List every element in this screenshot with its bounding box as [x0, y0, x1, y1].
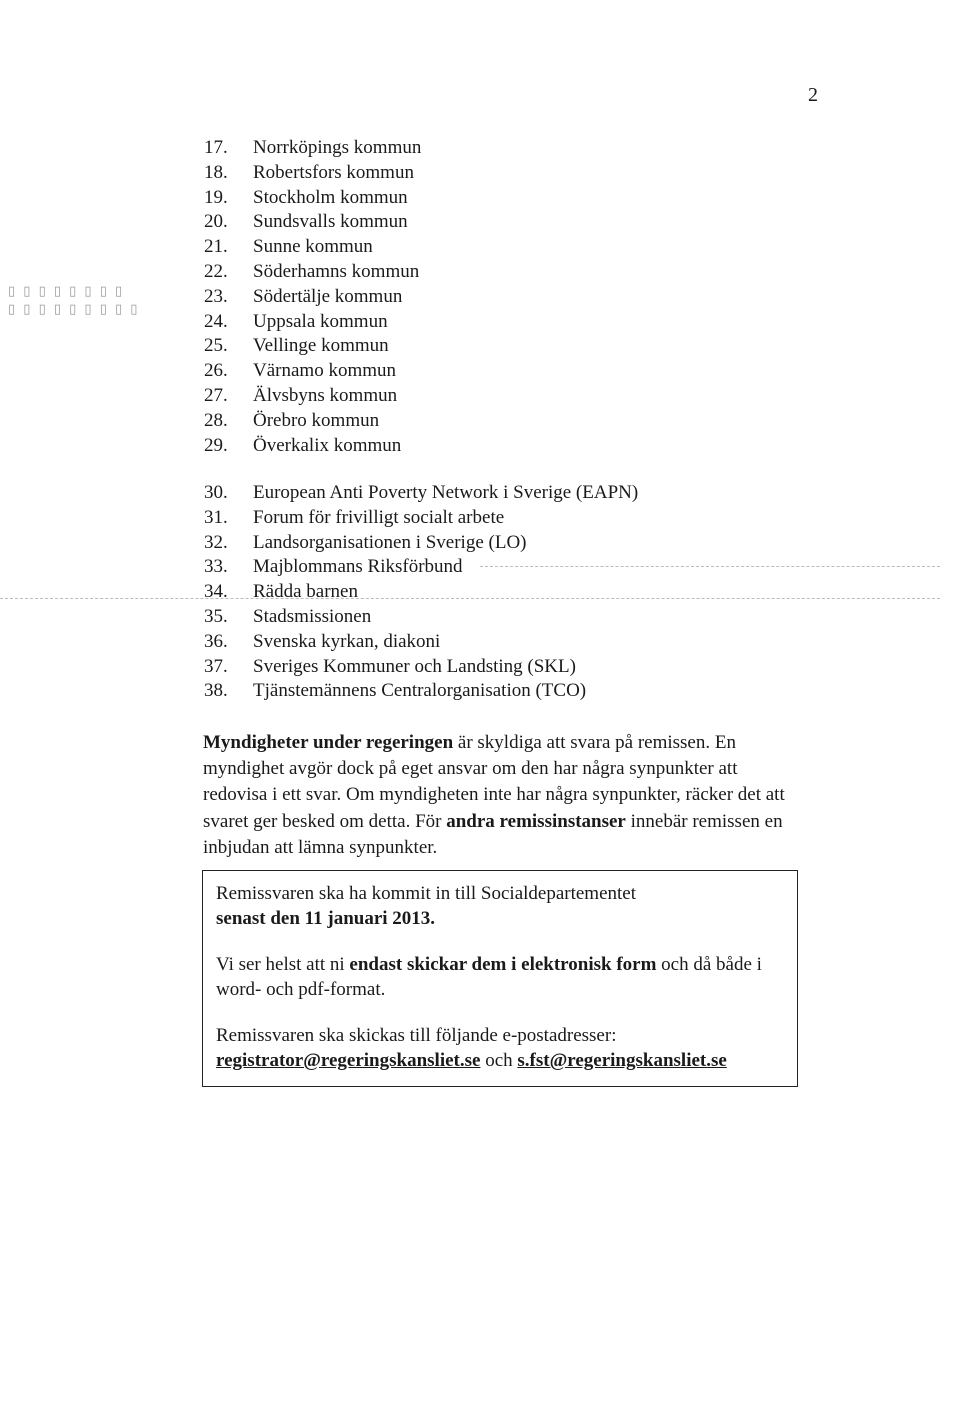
paragraph-text-1: är skyldiga att svara på remissen. En myndighet avgör dock på eget ansvar om den har några synpunkter att redovisa i ett svar. Om myndigheten inte har några synpunkter, räcker det att svaret ger besked om detta. För — [203, 732, 785, 832]
list-item-number: 18. — [204, 161, 228, 183]
list-item-number: 19. — [204, 186, 228, 208]
list-item-number: 20. — [204, 211, 228, 233]
list-item-text: Norrköpings kommun — [253, 137, 422, 158]
list-item — [204, 210, 421, 235]
list-item-text: Överkalix kommun — [253, 434, 402, 456]
list-item-number: 28. — [204, 409, 228, 431]
email-link-registrator[interactable]: registrator@regeringskansliet.se — [216, 1050, 481, 1071]
instruction-paragraph — [203, 730, 803, 861]
list-item-number: 35. — [204, 605, 228, 627]
list-item-text: Uppsala kommun — [253, 310, 388, 332]
list-item-text: Örebro kommun — [253, 409, 380, 431]
list-item — [204, 334, 421, 359]
list-item — [204, 555, 638, 580]
list-item-number: 32. — [204, 531, 228, 553]
list-item-text: Sveriges Kommuner och Landsting (SKL) — [253, 655, 576, 677]
list-item-number: 22. — [204, 260, 228, 282]
notice-format-paragraph — [216, 952, 784, 1002]
list-item — [204, 506, 638, 531]
list-item-number: 30. — [204, 482, 228, 503]
deadline-notice-box — [202, 870, 798, 1087]
stamp-residue-2: ▯ ▯ ▯ ▯ ▯ ▯ ▯ ▯ ▯ — [8, 302, 140, 317]
email-connector: och — [480, 1050, 518, 1071]
list-item-text: European Anti Poverty Network i Sverige (EAPN) — [253, 482, 639, 503]
list-item — [204, 409, 421, 434]
list-item — [204, 655, 638, 680]
list-item-text: Robertsfors kommun — [253, 161, 414, 183]
list-item — [204, 605, 638, 630]
list-item-text: Rädda barnen — [253, 581, 358, 603]
list-item-number: 38. — [204, 680, 228, 702]
list-item-text: Svenska kyrkan, diakoni — [253, 630, 441, 652]
list-item — [204, 235, 421, 260]
list-item — [204, 186, 421, 211]
municipality-list — [204, 136, 421, 458]
list-item-text: Stockholm kommun — [253, 186, 408, 208]
notice-format-pre: Vi ser helst att ni — [216, 954, 350, 975]
list-item-number: 24. — [204, 310, 228, 332]
list-item-number: 37. — [204, 655, 228, 677]
stamp-residue: ▯ ▯ ▯ ▯ ▯ ▯ ▯ ▯ — [8, 284, 125, 299]
list-item — [204, 434, 421, 459]
list-item-number: 33. — [204, 556, 228, 578]
notice-email-intro: Remissvaren ska skickas till följande e-postadresser: — [216, 1025, 617, 1046]
list-item-text: Älvsbyns kommun — [253, 384, 398, 406]
list-item-number: 31. — [204, 506, 228, 528]
list-item-text: Södertälje kommun — [253, 285, 403, 307]
list-item-number: 23. — [204, 285, 228, 307]
list-item-text: Stadsmissionen — [253, 605, 372, 627]
notice-email-line — [216, 1048, 784, 1073]
paragraph-bold-2: andra remissinstanser — [446, 810, 626, 832]
list-item — [204, 310, 421, 335]
list-item — [204, 136, 421, 161]
list-item — [204, 531, 638, 556]
list-item — [204, 260, 421, 285]
list-item — [204, 161, 421, 186]
paragraph-text-2: innebär remissen en inbjudan att lämna synpunkter. — [203, 810, 783, 858]
email-link-fst[interactable]: s.fst@regeringskansliet.se — [517, 1050, 727, 1071]
list-item-text: Värnamo kommun — [253, 360, 397, 382]
list-item — [204, 580, 638, 605]
list-item — [204, 630, 638, 655]
list-item — [204, 481, 638, 506]
notice-format-post: och då både i word- och pdf-format. — [216, 954, 762, 1000]
list-item — [204, 384, 421, 409]
list-item-number: 36. — [204, 630, 228, 652]
list-item-number: 27. — [204, 384, 228, 406]
page-number: 2 — [808, 84, 818, 106]
list-item-number: 26. — [204, 360, 228, 382]
paragraph-bold-1: Myndigheter under regeringen — [203, 732, 454, 753]
organisation-list — [204, 481, 638, 704]
list-item-text: Vellinge kommun — [253, 335, 389, 357]
list-item-text: Majblommans Riksförbund — [253, 556, 463, 578]
list-item — [204, 359, 421, 384]
notice-deadline: senast den 11 januari 2013. — [216, 908, 436, 929]
list-item-text: Forum för frivilligt socialt arbete — [253, 506, 505, 528]
list-item-number: 34. — [204, 581, 228, 603]
list-item — [204, 679, 638, 704]
list-item-text: Sunne kommun — [253, 236, 373, 258]
list-item-number: 17. — [204, 137, 228, 158]
list-item-number: 29. — [204, 434, 228, 456]
list-item — [204, 285, 421, 310]
notice-line-1: Remissvaren ska ha kommit in till Socialdepartementet — [216, 883, 637, 904]
notice-format-bold: endast skickar dem i elektronisk form — [349, 954, 657, 975]
list-item-number: 25. — [204, 335, 228, 357]
list-item-text: Söderhamns kommun — [253, 260, 420, 282]
list-item-text: Sundsvalls kommun — [253, 211, 408, 233]
list-item-text: Landsorganisationen i Sverige (LO) — [253, 531, 527, 553]
list-item-number: 21. — [204, 236, 228, 258]
list-item-text: Tjänstemännens Centralorganisation (TCO) — [253, 680, 587, 702]
